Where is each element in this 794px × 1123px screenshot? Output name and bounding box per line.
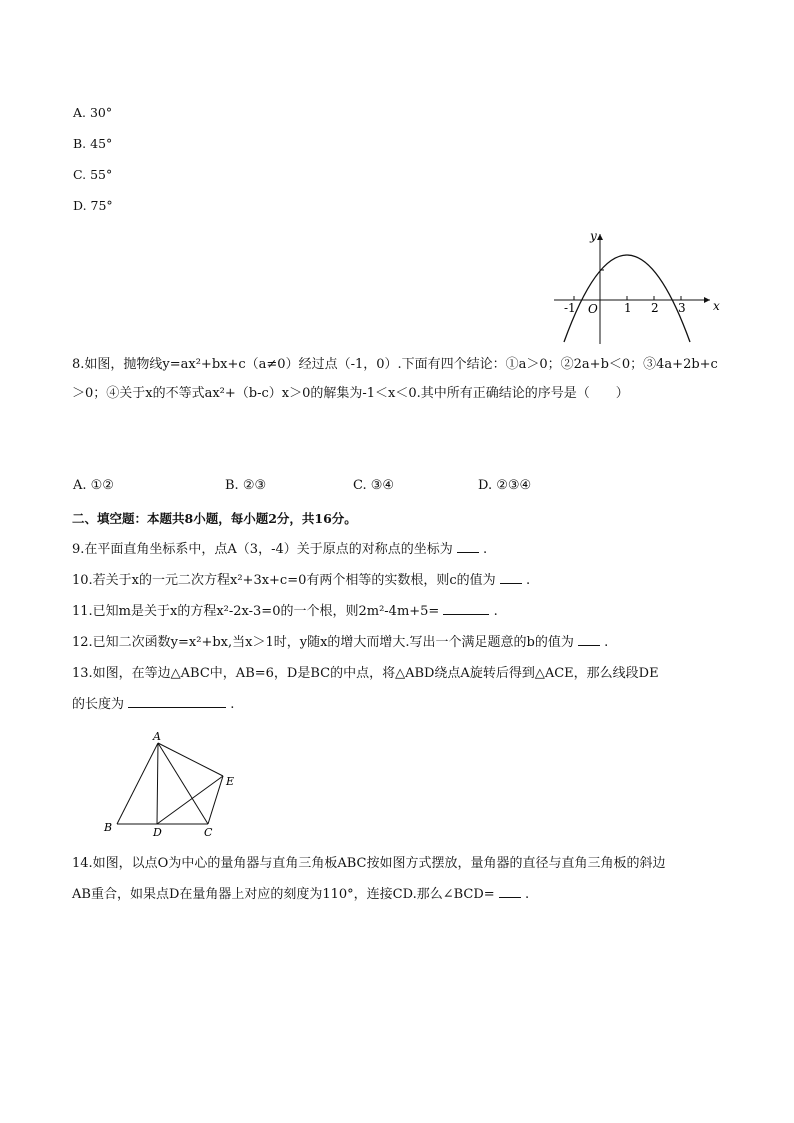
q14-text: AB重合，如果点D在量角器上对应的刻度为110°，连接CD.那么∠BCD= — [72, 887, 495, 902]
tick-label-1: 1 — [624, 301, 632, 315]
q8-option-b: B. ②③ — [225, 478, 267, 493]
q13-stem-line2 — [72, 696, 234, 714]
q9-text: 9.在平面直角坐标系中，点A（3，-4）关于原点的对称点的坐标为 — [72, 542, 453, 557]
section2-heading: 二、填空题：本题共8小题，每小题2分，共16分。 — [72, 511, 357, 526]
q13-text: 的长度为 — [72, 697, 125, 712]
q9-answer-blank[interactable] — [457, 541, 479, 553]
q8-option-a: A. ①② — [73, 478, 114, 493]
q14-stem-line1: 14.如图，以点O为中心的量角器与直角三角板ABC按如图方式摆放，量角器的直径与直角三角板的斜边 — [72, 856, 666, 871]
label-b: B — [104, 821, 113, 834]
q13-stem-line1: 13.如图，在等边△ABC中，AB=6，D是BC的中点，将△ABD绕点A旋转后得到△ACE，那么线段DE — [72, 666, 659, 681]
triangle-figure — [98, 730, 248, 840]
q7-option-d: D. 75° — [73, 198, 113, 213]
q8-stem-line2: ＞0；④关于x的不等式ax²+（b-c）x＞0的解集为-1＜x＜0.其中所有正确结论的序号是（ ） — [72, 386, 629, 401]
q14-stem-line2 — [72, 886, 529, 904]
tick-label-neg1: -1 — [564, 301, 576, 315]
q7-option-a: A. 30° — [73, 105, 113, 120]
origin-label: O — [588, 302, 598, 316]
q7-option-c: C. 55° — [73, 167, 113, 182]
q8-option-c: C. ③④ — [353, 478, 395, 493]
q12-text: 12.已知二次函数y=x²+bx,当x＞1时，y随x的增大而增大.写出一个满足题意的b的值为 — [72, 635, 574, 650]
q11-end: . — [493, 604, 498, 619]
q9 — [72, 541, 487, 559]
q7-option-b: B. 45° — [73, 136, 113, 151]
label-a: A — [153, 730, 161, 743]
q10-end: . — [525, 573, 531, 588]
q11-text: 11.已知m是关于x的方程x²-2x-3=0的一个根，则2m²-4m+5= — [72, 604, 440, 619]
label-e: E — [226, 775, 235, 788]
q11 — [72, 603, 498, 621]
q8-stem-line1: 8.如图，抛物线y=ax²+bx+c（a≠0）经过点（-1，0）.下面有四个结论：①a＞0；②2a+b＜0；③4a+2b+c — [72, 357, 718, 372]
q13-end: . — [230, 697, 235, 712]
q14-answer-blank[interactable] — [499, 886, 521, 898]
tick-label-2: 2 — [651, 301, 659, 315]
q12-end: . — [604, 635, 609, 650]
label-d: D — [153, 826, 162, 839]
x-axis-label: x — [713, 299, 720, 313]
q12 — [72, 634, 608, 652]
y-axis-label: y — [590, 229, 597, 243]
q10-answer-blank[interactable] — [500, 572, 522, 584]
parabola-figure — [550, 226, 730, 348]
q9-end: . — [483, 542, 488, 557]
q10-text: 10.若关于x的一元二次方程x²+3x+c=0有两个相等的实数根，则c的值为 — [72, 573, 496, 588]
tick-label-3: 3 — [678, 301, 686, 315]
label-c: C — [204, 826, 213, 839]
q10 — [72, 572, 530, 590]
q8-option-d: D. ②③④ — [478, 478, 532, 493]
q13-answer-blank[interactable] — [128, 696, 226, 708]
q12-answer-blank[interactable] — [578, 634, 600, 646]
q11-answer-blank[interactable] — [443, 603, 489, 615]
q14-end: . — [524, 887, 530, 902]
